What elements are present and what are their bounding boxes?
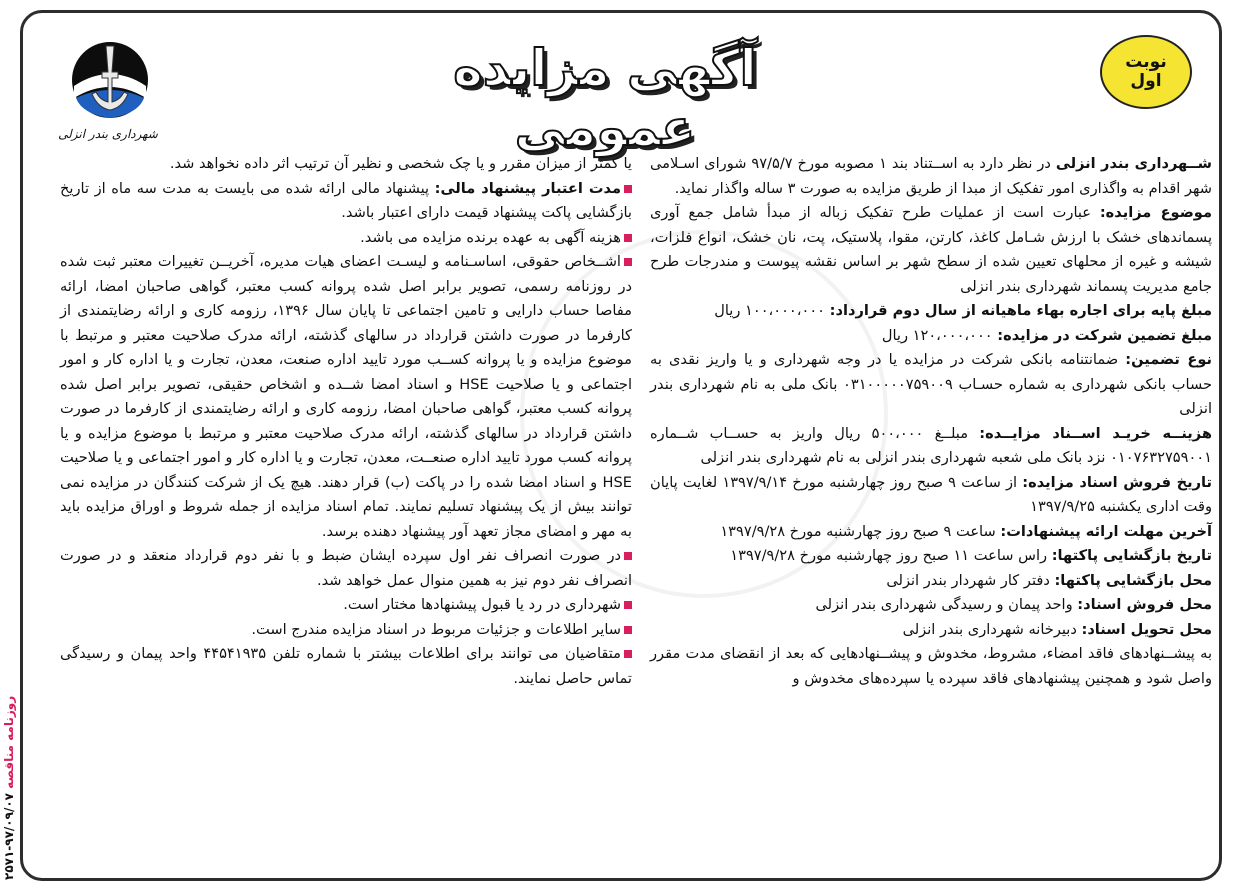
bullet-square-icon: [624, 552, 632, 560]
field-text: یا کمتر از میزان مقرر و یا چک شخصی و نظیر آن ترتیب اثر داده نخواهد شد.: [169, 155, 632, 172]
field-label: شــهرداری بندر انزلی: [1055, 155, 1212, 172]
paragraph: [650, 201, 1212, 299]
paragraph: [650, 471, 1212, 520]
field-text: ۱۲۰،۰۰۰،۰۰۰ ریال: [881, 326, 998, 344]
field-text: راس ساعت ۱۱ صبح روز چهارشنبه مورخ ۱۳۹۷/۹/۲۸: [730, 547, 1052, 564]
field-label: مدت اعتبار پیشنهاد مالی:: [434, 179, 621, 197]
bullet-square-icon: [624, 185, 632, 193]
side-publication-note: [2, 590, 20, 880]
field-text: در نظر دارد به اســتناد بند ۱ مصوبه مورخ ۹۷/۵/۷ شورای اسـلامی شهر اقدام به واگذاری امور تفکیک از مبدا از طریق مزایده به صورت ۳ ساله واگذار نماید.: [650, 155, 1212, 197]
bullet-square-icon: [624, 601, 632, 609]
paragraph: [650, 569, 1212, 594]
paragraph: [650, 348, 1212, 422]
first-run-badge: [1100, 35, 1192, 109]
svg-text:شهرداری بندر انزلی: شهرداری بندر انزلی: [58, 127, 158, 141]
field-label: محل بازگشایی پاکتها:: [1054, 571, 1212, 589]
bullet-square-icon: [624, 650, 632, 658]
side-code: ۹۷/۰۹/۰۷-۲۵۷۱: [2, 793, 16, 880]
bullet-paragraph: [60, 226, 632, 251]
side-brand: روزنامه مناقصه: [2, 695, 16, 789]
field-label: مبلغ پایه برای اجاره بهاء ماهیانه از سال دوم قرارداد:: [829, 302, 1212, 319]
field-text: از ساعت ۹ صبح روز چهارشنبه مورخ ۱۳۹۷/۹/۱۴ لغایت پایان وقت اداری یکشنبه ۱۳۹۷/۹/۲۵: [650, 473, 1212, 515]
bullet-paragraph: [60, 618, 632, 643]
field-text: مبلــغ ۵۰۰،۰۰۰ ریال واریز به حســاب شــماره ۰۱۰۷۶۳۲۷۵۹۰۰۱ نزد بانک ملی شعبه شهرداری بندر انزلی به نام شهرداری بندر انزلی: [650, 424, 1212, 466]
paragraph: [650, 618, 1212, 643]
field-text: ۱۰۰،۰۰۰،۰۰۰ ریال: [714, 302, 830, 319]
paragraph: [650, 642, 1212, 691]
field-text: عبارت است از عملیات طرح تفکیک زباله از مبدأ شامل جمع آوری پسماندهای خشک با ارزش شـامل کاغذ، کارتن، مقوا، پلاستیک، پت، نان خشک، انواع فلزات، شیشه و غیره از محلهای تعیین شده از سطح شهر بر اساس نقشه پیوست و مندرجات طرح جامع مدیریت پسماند شهرداری بندر انزلی: [650, 204, 1212, 295]
municipality-logo: [48, 32, 168, 144]
bullet-paragraph: [60, 544, 632, 593]
bullet-square-icon: [624, 626, 632, 634]
field-label: محل تحویل اسناد:: [1081, 620, 1212, 638]
paragraph: [650, 299, 1212, 324]
left-column: [60, 152, 632, 691]
field-text: در صورت انصراف نفر اول سپرده ایشان ضبط و با نفر دوم قرارداد منعقد و در صورت انصراف نفر دوم نیز به همین منوال عمل خواهد شد.: [60, 547, 632, 589]
badge-line1: نوبت: [1125, 52, 1167, 73]
badge-line2: اول: [1130, 71, 1162, 91]
paragraph: [650, 520, 1212, 545]
field-label: تاریخ فروش اسناد مزایده:: [1022, 473, 1213, 491]
bullet-paragraph: [60, 250, 632, 544]
field-text: ساعت ۹ صبح روز چهارشنبه مورخ ۱۳۹۷/۹/۲۸: [720, 522, 1001, 540]
field-text: اشــخاص حقوقی، اساسـنامه و لیسـت اعضای هیات مدیره، آخریــن تغییرات معتبر ثبت شده در روزنامه رسمی، تصویر برابر اصل شده پروانه کسب معتبر، گواهی صاحبان امضا، ارائه مفاصا حساب دارایی و تامین اجتماعی تا پایان سال ۱۳۹۶، رزومه کاری و ارائه رضایتمندی از کارفرما در صورت داشتن قرارداد در سالهای گذشته، ارائه مدرک صلاحیت معتبر و مرتبط با موضوع مزایده و یا پروانه کســب مورد تایید اداره صنعت، معدن، تجارت و یا اداره کار و امور اجتماعی و یا صلاحیت HSE و اسناد امضا شــده و اشخاص حقیقی، تصویر برابر اصل شده پروانه کسب معتبر، گواهی صاحبان امضا، رزومه کاری و ارائه رضایتمندی از کارفرما در صورت داشتن قرارداد در سالهای گذشته، ارائه مدرک صلاحیت معتبر و مرتبط با موضوع مزایده و یا پروانه کسب مورد تایید اداره صنعــت، معدن، تجارت و یا اداره کار و امور اجتماعی و یا صلاحیت HSE و اسناد امضا شده را در پاکت (ب) قرار دهند. هیچ یک از شرکت کنندگان در مزایده نمی توانند بیش از یک پیشنهاد تسلیم نمایند. تمام اسناد مزایده از جمله شروط و اوراق مزایده باید به مهر و امضای مجاز تعهد آور پیشنهاد دهنده برسد.: [60, 253, 633, 540]
field-label: موضوع مزایده:: [1099, 204, 1212, 221]
page-title: آگهی مزایده عمومی: [453, 39, 757, 157]
bullet-paragraph: [60, 593, 632, 618]
field-text: سایر اطلاعات و جزئیات مربوط در اسناد مزایده مندرج است.: [251, 620, 621, 638]
field-text: دبیرخانه شهرداری بندر انزلی: [902, 620, 1082, 638]
field-text: متقاضیان می توانند برای اطلاعات بیشتر با شماره تلفن ۴۴۵۴۱۹۳۵ واحد پیمان و رسیدگی تماس حاصل نمایند.: [60, 645, 632, 687]
field-text: پیشنهاد مالی ارائه شده می بایست به مدت سه ماه از تاریخ بازگشایی پاکت پیشنهاد قیمت دارای اعتبار باشد.: [60, 179, 632, 221]
field-text: شهرداری در رد یا قبول پیشنهادها مختار است.: [343, 596, 621, 613]
paragraph: [650, 593, 1212, 618]
bullet-paragraph: [60, 177, 632, 226]
right-column: [650, 152, 1212, 691]
field-label: محل فروش اسناد:: [1077, 596, 1212, 613]
field-label: هزینــه خریـد اســناد مزایــده:: [979, 424, 1212, 442]
field-text: به پیشــنهادهای فاقد امضاء، مشروط، مخدوش و پیشــنهادهایی که بعد از انقضای مدت مقرر واصل شود و همچنین پیشنهادهای فاقد سپرده یا سپرده‌های مخدوش و: [650, 645, 1212, 687]
paragraph: [650, 324, 1212, 349]
field-text: ضمانتنامه بانکی شرکت در مزایده یا در وجه شهرداری و یا واریز نقدی به حساب بانکی شهرداری به شماره حسـاب ۰۳۱۰۰۰۰۰۷۵۹۰۰۹ بانک ملی به نام شهرداری بندر انزلی: [650, 351, 1212, 417]
paragraph: [60, 152, 632, 177]
paragraph: [650, 422, 1212, 471]
bullet-square-icon: [624, 234, 632, 242]
field-label: مبلغ تضمین شرکت در مزایده:: [997, 326, 1212, 344]
bullet-paragraph: [60, 642, 632, 691]
field-text: واحد پیمان و رسیدگی شهرداری بندر انزلی: [815, 596, 1078, 613]
paragraph: [650, 152, 1212, 201]
field-text: هزینه آگهی به عهده برنده مزایده می باشد.: [360, 228, 621, 246]
field-label: آخرین مهلت ارائه پیشنهادات:: [1000, 522, 1212, 540]
field-label: تاریخ بازگشایی پاکتها:: [1051, 547, 1212, 564]
paragraph: [650, 544, 1212, 569]
field-text: دفتر کار شهردار بندر انزلی: [886, 571, 1055, 589]
bullet-square-icon: [624, 258, 632, 266]
field-label: نوع تضمین:: [1125, 351, 1213, 368]
